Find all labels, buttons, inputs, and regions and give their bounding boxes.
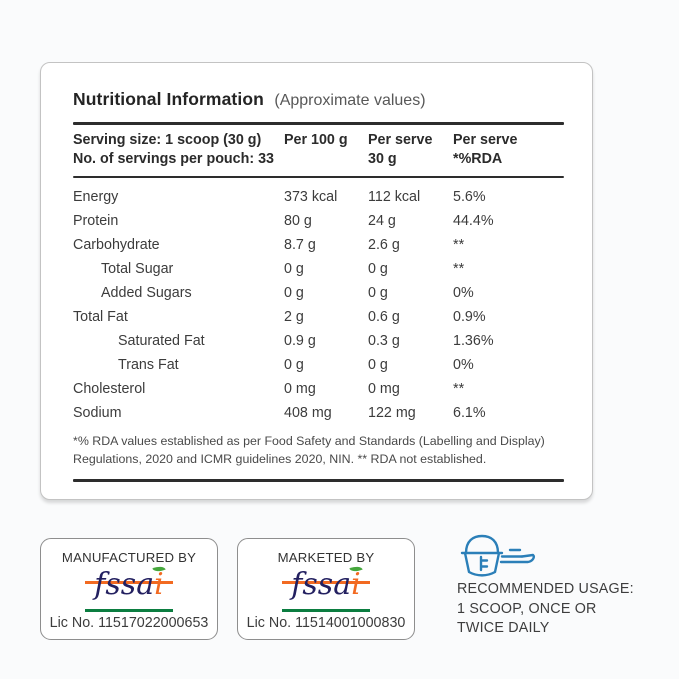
card-title-row bbox=[73, 89, 564, 110]
table-row bbox=[73, 281, 564, 305]
table-row bbox=[73, 209, 564, 233]
nutrition-card bbox=[40, 62, 593, 500]
usage-line-3: TWICE DAILY bbox=[457, 620, 550, 637]
column-header-per-serve: Per serve 30 g bbox=[368, 131, 433, 167]
value-per-100g: 0.9 g bbox=[284, 333, 316, 349]
recommended-usage-text bbox=[457, 580, 667, 639]
nutrition-table-body bbox=[73, 185, 564, 425]
divider-bottom bbox=[73, 479, 564, 482]
fssai-logo-i: i bbox=[351, 567, 361, 602]
table-row bbox=[73, 257, 564, 281]
nutrient-label: Cholesterol bbox=[73, 381, 146, 397]
value-per-100g: 2 g bbox=[284, 309, 304, 325]
value-per-serve: 0 g bbox=[368, 285, 388, 301]
value-per-100g: 408 mg bbox=[284, 405, 332, 421]
nutrient-label: Energy bbox=[73, 189, 119, 205]
table-row bbox=[73, 377, 564, 401]
value-rda: 44.4% bbox=[453, 213, 494, 229]
rda-footnote: *% RDA values established as per Food Safety and Standards (Labelling and Display) Regulations, 2020 and ICMR guidelines 2020, NIN. ** RDA not established. bbox=[73, 434, 545, 466]
value-per-100g: 0 mg bbox=[284, 381, 316, 397]
serving-info bbox=[73, 131, 284, 169]
manufactured-by-heading: MANUFACTURED BY bbox=[61, 550, 197, 565]
table-row bbox=[73, 329, 564, 353]
value-per-100g: 0 g bbox=[284, 261, 304, 277]
fssai-logo-text: fssa bbox=[94, 567, 155, 602]
table-row bbox=[73, 233, 564, 257]
value-rda: 0% bbox=[453, 285, 474, 301]
value-per-serve: 0.6 g bbox=[368, 309, 400, 325]
column-header-rda: Per serve *%RDA bbox=[453, 131, 518, 167]
table-row bbox=[73, 353, 564, 377]
value-rda: 1.36% bbox=[453, 333, 494, 349]
serving-size-text: Serving size: 1 scoop (30 g) bbox=[73, 131, 262, 148]
usage-line-1: RECOMMENDED USAGE: bbox=[457, 581, 634, 597]
value-per-serve: 112 kcal bbox=[368, 189, 421, 205]
fssai-logo-text: fssa bbox=[291, 567, 352, 602]
value-rda: ** bbox=[453, 261, 465, 277]
page-title: Nutritional Information bbox=[73, 89, 264, 109]
value-per-serve: 0 g bbox=[368, 357, 388, 373]
nutrient-label: Sodium bbox=[73, 405, 122, 421]
manufactured-by-box bbox=[40, 538, 218, 640]
fssai-logo bbox=[282, 568, 369, 612]
divider-header bbox=[73, 176, 564, 179]
value-rda: ** bbox=[453, 381, 465, 397]
page-subtitle: (Approximate values) bbox=[274, 92, 426, 109]
scoop-icon bbox=[453, 532, 537, 583]
value-per-100g: 8.7 g bbox=[284, 237, 316, 253]
table-row bbox=[73, 185, 564, 209]
value-rda: 0.9% bbox=[453, 309, 486, 325]
servings-per-pouch-text: No. of servings per pouch: 33 bbox=[73, 150, 274, 167]
marketed-by-box bbox=[237, 538, 415, 640]
value-per-serve: 122 mg bbox=[368, 405, 416, 421]
nutrient-label: Total Fat bbox=[73, 309, 128, 325]
nutrient-label: Carbohydrate bbox=[73, 237, 160, 253]
nutrient-label: Saturated Fat bbox=[118, 333, 205, 349]
fssai-logo bbox=[85, 568, 172, 612]
value-rda: 5.6% bbox=[453, 189, 486, 205]
value-rda: ** bbox=[453, 237, 465, 253]
marketed-by-heading: MARKETED BY bbox=[277, 550, 375, 565]
table-header-row bbox=[73, 125, 564, 176]
nutrient-label: Total Sugar bbox=[101, 261, 174, 277]
value-rda: 0% bbox=[453, 357, 474, 373]
nutrient-label: Trans Fat bbox=[118, 357, 179, 373]
value-per-100g: 0 g bbox=[284, 357, 304, 373]
value-per-serve: 24 g bbox=[368, 213, 396, 229]
value-per-serve: 0.3 g bbox=[368, 333, 400, 349]
column-header-per-100g: Per 100 g bbox=[284, 131, 348, 148]
value-per-100g: 373 kcal bbox=[284, 189, 338, 205]
value-per-100g: 0 g bbox=[284, 285, 304, 301]
value-per-serve: 0 g bbox=[368, 261, 388, 277]
nutrient-label: Protein bbox=[73, 213, 119, 229]
value-per-serve: 0 mg bbox=[368, 381, 400, 397]
usage-line-2: 1 SCOOP, ONCE OR bbox=[457, 600, 597, 617]
nutrient-label: Added Sugars bbox=[101, 285, 192, 301]
fssai-logo-i: i bbox=[154, 567, 164, 602]
marketer-license-number: Lic No. 11514001000830 bbox=[246, 615, 406, 631]
manufacturer-license-number: Lic No. 11517022000653 bbox=[49, 615, 209, 631]
table-row bbox=[73, 305, 564, 329]
value-per-serve: 2.6 g bbox=[368, 237, 400, 253]
value-rda: 6.1% bbox=[453, 405, 486, 421]
table-row bbox=[73, 401, 564, 425]
value-per-100g: 80 g bbox=[284, 213, 312, 229]
